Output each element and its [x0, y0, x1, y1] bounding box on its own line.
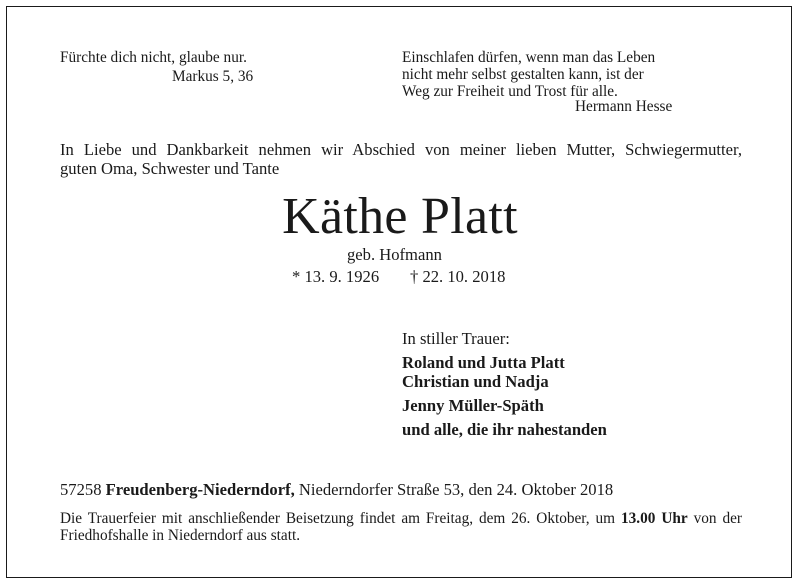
quote-left-source: Markus 5, 36	[172, 68, 254, 85]
death-date: † 22. 10. 2018	[410, 267, 506, 286]
address-town: Freudenberg-Niederndorf,	[105, 480, 295, 499]
mourner-2: Christian und Nadja	[402, 372, 549, 391]
mourner-3: Jenny Müller-Späth	[402, 396, 544, 415]
address-line	[60, 480, 613, 499]
deceased-maiden-name: geb. Hofmann	[347, 245, 442, 264]
quote-right-line-3: Weg zur Freiheit und Trost für alle.	[402, 83, 618, 100]
funeral-text-after: von der	[693, 510, 743, 527]
funeral-time: 13.00 Uhr	[621, 510, 688, 527]
quote-right-author: Hermann Hesse	[575, 98, 673, 115]
funeral-line-1	[60, 510, 742, 527]
quote-left-text: Fürchte dich nicht, glaube nur.	[60, 49, 247, 66]
birth-date: * 13. 9. 1926	[292, 267, 380, 286]
deceased-name: Käthe Platt	[282, 188, 518, 245]
intro-line-2: guten Oma, Schwester und Tante	[60, 159, 280, 178]
intro-line-1: In Liebe und Dankbarkeit nehmen wir Abschied von meiner lieben Mutter, Schwiegermutter,	[60, 140, 742, 159]
quote-right-line-2: nicht mehr selbst gestalten kann, ist der	[402, 66, 644, 83]
funeral-text-before: Die Trauerfeier mit anschließender Beisetzung findet am Freitag, dem 26. Oktober, um	[60, 510, 616, 527]
mourners-heading: In stiller Trauer:	[402, 329, 510, 348]
address-street-date: Niederndorfer Straße 53, den 24. Oktober 2018	[298, 480, 614, 499]
address-zip: 57258	[60, 480, 102, 499]
mourner-1: Roland und Jutta Platt	[402, 353, 565, 372]
mourner-4: und alle, die ihr nahestanden	[402, 420, 607, 439]
funeral-line-2: Friedhofshalle in Niederndorf aus statt.	[60, 527, 301, 544]
quote-right-line-1: Einschlafen dürfen, wenn man das Leben	[402, 49, 656, 66]
